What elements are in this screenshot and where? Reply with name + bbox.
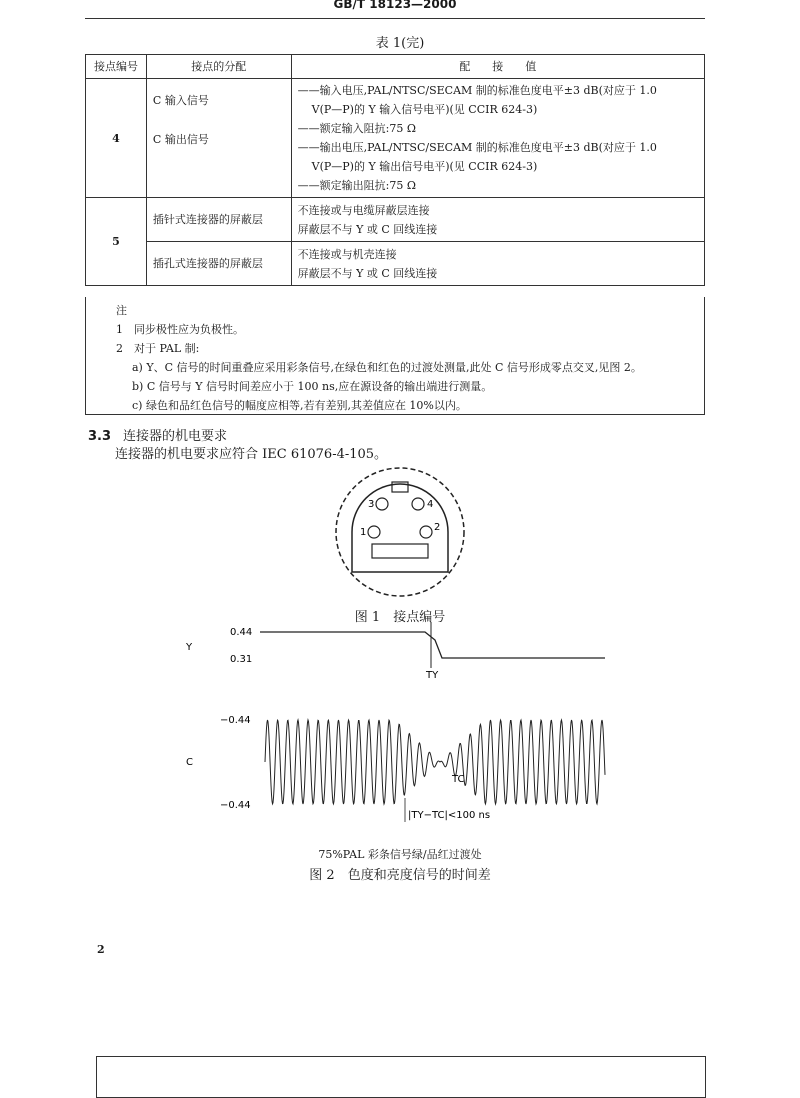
- header-values: 配 接 值: [291, 55, 704, 79]
- time-difference-formula: |TY−TC|<100 ns: [408, 810, 491, 821]
- value-line: 屏蔽层不与 Y 或 C 回线连接: [297, 222, 438, 236]
- value-line: V(P—P)的 Y 输出信号电平)(见 CCIR 624-3): [311, 160, 538, 173]
- assignment-c-output: C 输出信号: [152, 133, 209, 146]
- pin-3: [376, 498, 388, 510]
- values-cell: [291, 242, 704, 286]
- value-line: ——输出电压,PAL/NTSC/SECAM 制的标准色度电平±3 dB(对应于 1.0: [297, 141, 657, 154]
- table-header-row: [86, 55, 705, 79]
- value-line: 不连接或与机壳连接: [297, 247, 397, 261]
- y-level-bottom: 0.31: [230, 654, 253, 665]
- outer-shield-circle: [336, 468, 464, 596]
- tc-label: TC: [452, 774, 465, 785]
- table-notes: [85, 297, 705, 415]
- notes-label: 注: [116, 304, 127, 317]
- pin-1: [368, 526, 380, 538]
- value-line: V(P—P)的 Y 输入信号电平)(见 CCIR 624-3): [311, 103, 538, 116]
- value-line: 不连接或与电缆屏蔽层连接: [297, 203, 430, 217]
- pin-number-4: 4: [86, 79, 147, 198]
- c-level-bottom: −0.44: [220, 800, 251, 811]
- pin-assignment-table: [85, 54, 705, 286]
- page-number: 2: [97, 943, 105, 956]
- pin-2: [420, 526, 432, 538]
- page-header: [85, 0, 705, 19]
- header-assignment: 接点的分配: [146, 55, 291, 79]
- assignment-socket-shield: 插孔式连接器的屏蔽层: [146, 242, 291, 286]
- figure2-subcaption: 75%PAL 彩条信号绿/品红过渡处: [318, 848, 482, 861]
- note-subitem: a) Y、C 信号的时间重叠应采用彩条信号,在绿色和红色的过渡处测量,此处 C 信号形成零点交叉,见图 2。: [132, 361, 642, 374]
- note-item: 2 对于 PAL 制:: [116, 342, 200, 355]
- table-title: 表 1(完): [375, 36, 425, 51]
- c-signal-label: C: [186, 757, 193, 768]
- values-cell: [291, 79, 704, 198]
- pin-number-5: 5: [86, 198, 147, 286]
- value-line: 屏蔽层不与 Y 或 C 回线连接: [297, 266, 438, 280]
- standard-number: GB/T 18123—2000: [333, 0, 457, 11]
- y-waveform: [260, 632, 605, 658]
- header-pin-number: 接点编号: [86, 55, 147, 79]
- table-row: [86, 79, 705, 198]
- value-line: ——额定输出阻抗:75 Ω: [297, 179, 416, 192]
- center-key: [372, 544, 428, 558]
- assignment-pin-shield: 插针式连接器的屏蔽层: [146, 198, 291, 242]
- pin-label-3: 3: [368, 499, 375, 510]
- section-title: 连接器的机电要求: [123, 429, 228, 444]
- pin-label-4: 4: [427, 499, 434, 510]
- figure2-caption: 图 2 色度和亮度信号的时间差: [309, 868, 491, 883]
- pin-4: [412, 498, 424, 510]
- assignment-c-input: C 输入信号: [152, 94, 209, 107]
- pin-label-1: 1: [360, 527, 367, 538]
- table-row: [86, 198, 705, 242]
- note-subitem: b) C 信号与 Y 信号时间差应小于 100 ns,应在源设备的输出端进行测量。: [132, 380, 493, 393]
- yc-timing-diagram: [180, 620, 620, 845]
- assignment-cell: [146, 79, 291, 198]
- pin-label-2: 2: [434, 522, 441, 533]
- section-heading: [88, 425, 227, 444]
- note-item: 1 同步极性应为负极性。: [116, 323, 244, 336]
- section-number: 3.3: [88, 429, 112, 444]
- figure1-caption: 图 1 接点编号: [354, 610, 446, 625]
- table-row: [86, 242, 705, 286]
- y-level-top: 0.44: [230, 627, 253, 638]
- value-line: ——额定输入阻抗:75 Ω: [297, 122, 416, 135]
- bottom-frame: [96, 1056, 706, 1098]
- y-signal-label: Y: [186, 642, 193, 653]
- ty-label: TY: [426, 670, 439, 681]
- c-level-top: −0.44: [220, 715, 251, 726]
- c-waveform: [265, 720, 605, 804]
- values-cell: [291, 198, 704, 242]
- section-text: 连接器的机电要求应符合 IEC 61076-4-105。: [115, 447, 388, 462]
- value-line: ——输入电压,PAL/NTSC/SECAM 制的标准色度电平±3 dB(对应于 1.0: [297, 84, 657, 97]
- note-subitem: c) 绿色和品红色信号的幅度应相等,若有差别,其差值应在 10%以内。: [132, 399, 467, 412]
- connector-pin-diagram: [330, 462, 470, 602]
